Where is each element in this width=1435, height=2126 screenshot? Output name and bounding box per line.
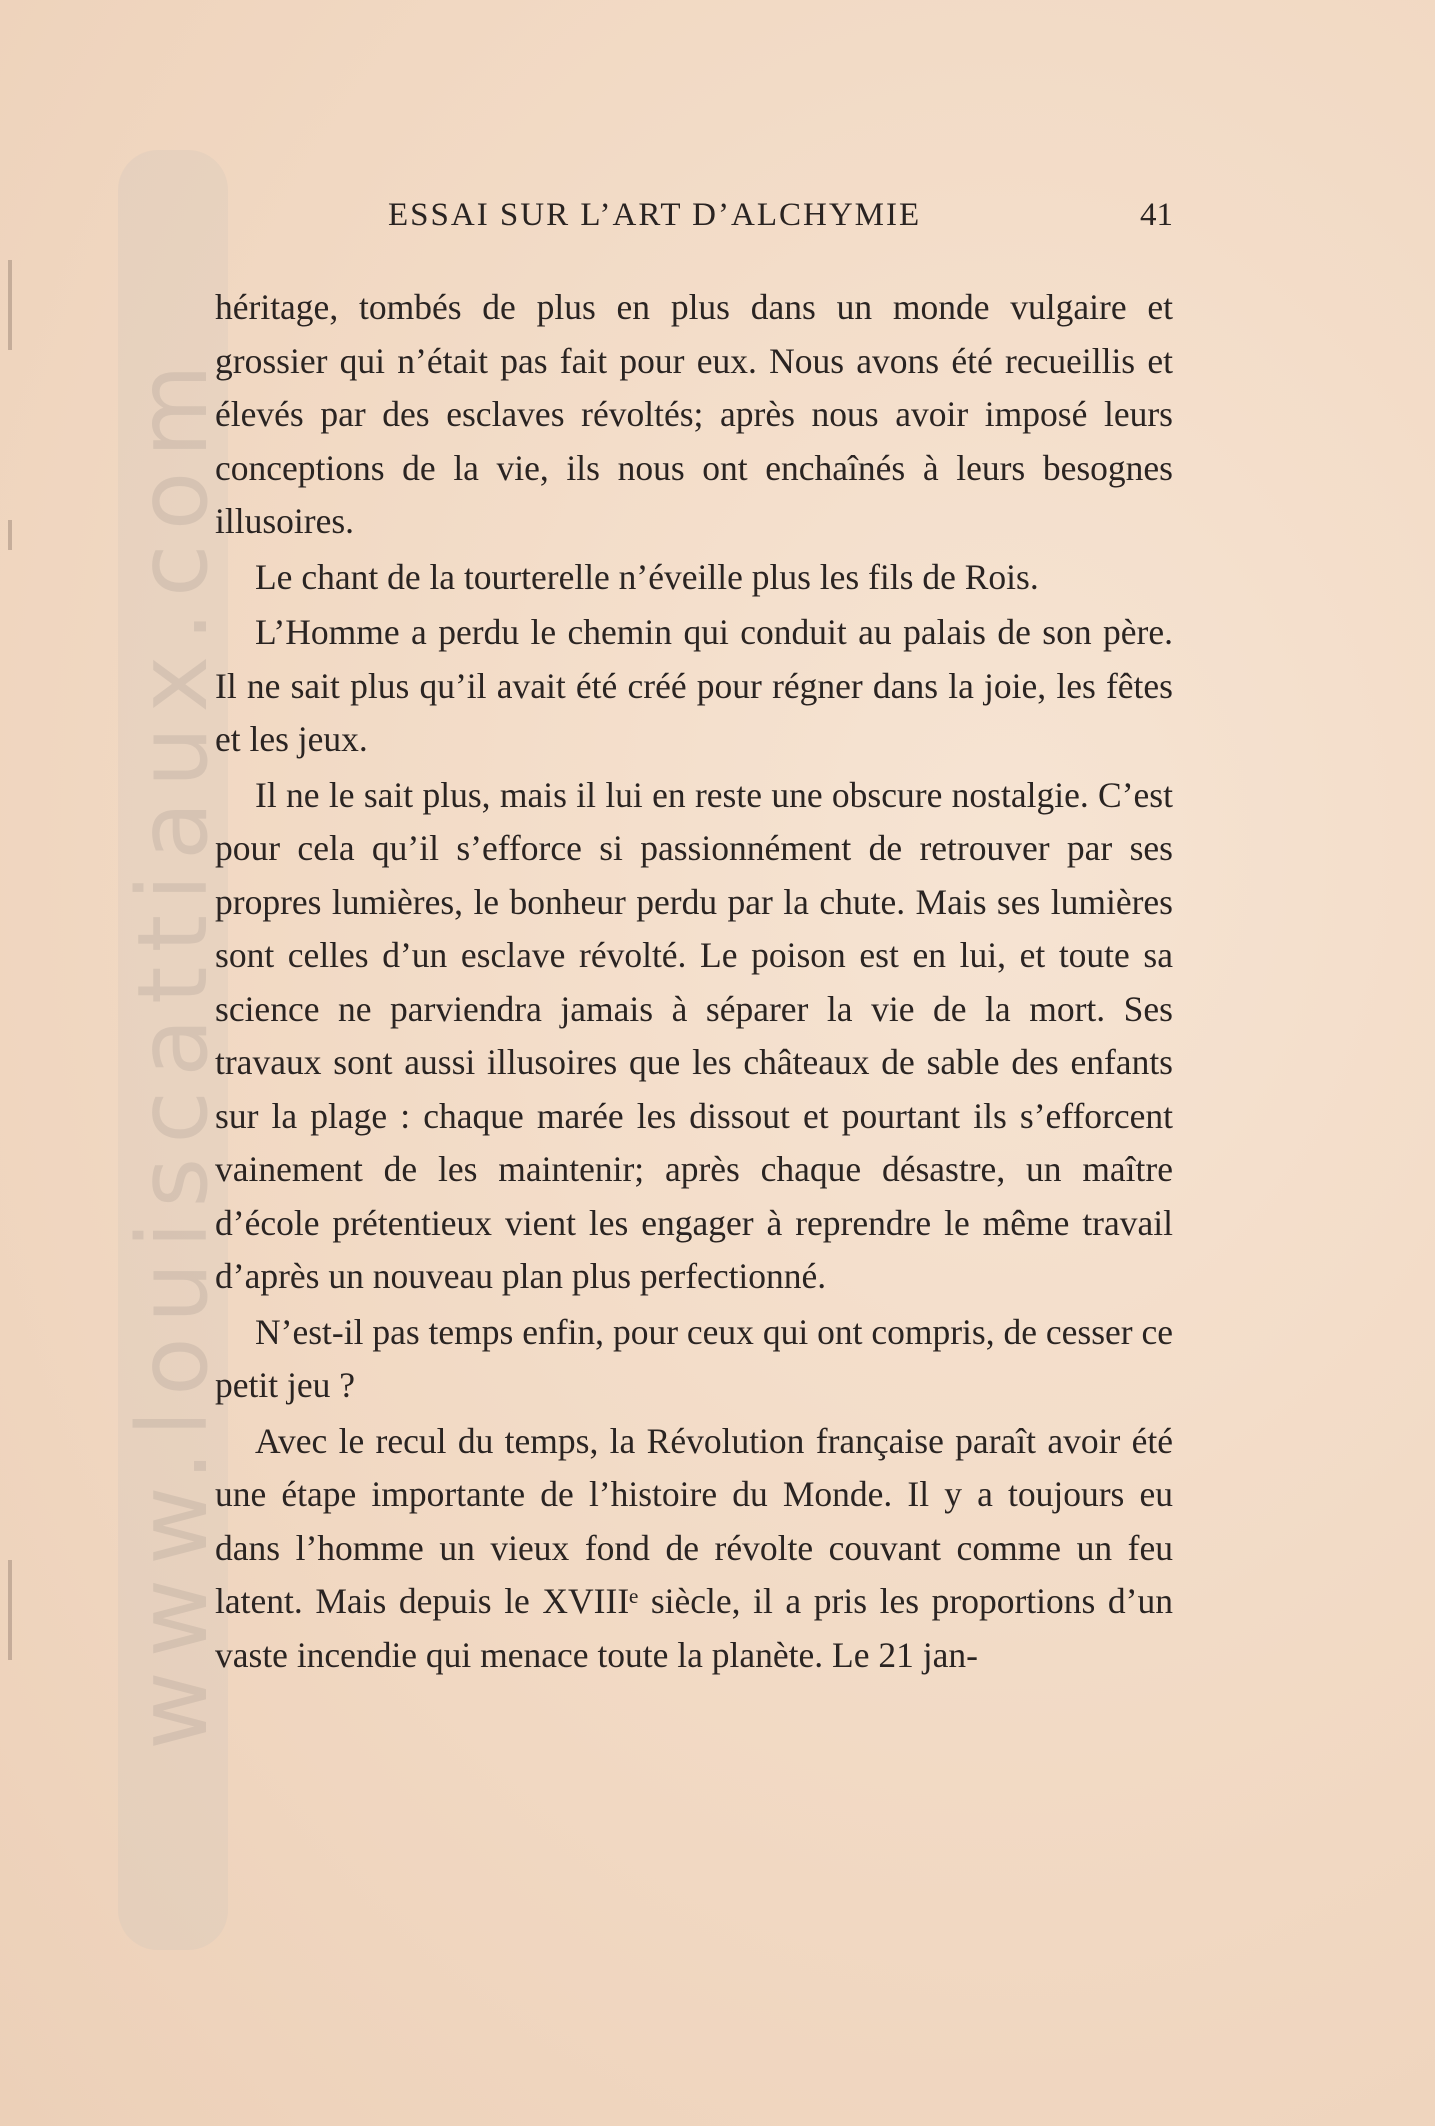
paragraph: N’est-il pas temps enfin, pour ceux qui ont compris, de cesser ce petit jeu ? (215, 1311, 1173, 1405)
paragraph: L’Homme a perdu le chemin qui conduit au palais de son père. Il ne sait plus qu’il avait été créé pour régner dans la joie, les fêtes et les jeux. (215, 612, 1173, 759)
watermark (118, 150, 228, 1950)
running-title: ESSAI SUR L’ART D’ALCHYMIE (388, 197, 922, 233)
binding-mark (8, 1560, 12, 1660)
watermark-text: www.louiscattiaux.com (117, 350, 229, 1750)
paragraph: héritage, tombés de plus en plus dans un monde vulgaire et grossier qui n’était pas fait pour eux. Nous avons été recueillis et élevés par des esclaves révoltés; après nous avoir imposé leurs conceptions de la vie, ils nous ont enchaînés à leurs besognes illusoires. (215, 287, 1173, 541)
binding-mark (8, 260, 12, 350)
paragraph: Il ne le sait plus, mais il lui en reste une obscure nostalgie. C’est pour cela qu’il s’efforce si passionnément de retrouver par ses propres lumières, le bonheur perdu par la chute. Mais ses lumières sont celles d’un esclave révolté. Le poison est en lui, et toute sa science ne parviendra jamais à séparer la vie de la mort. Ses travaux sont aussi illusoires que les châteaux de sable des enfants sur la plage : chaque marée les dissout et pourtant ils s’efforcent vainement de les maintenir; après chaque désastre, un maître d’école prétentieux vient les engager à reprendre le même travail d’après un nouveau plan plus perfectionné. (215, 774, 1173, 1296)
paragraph: Le chant de la tourterelle n’éveille plus les fils de Rois. (255, 556, 1039, 597)
page-number: 41 (1140, 197, 1173, 233)
page-header (388, 197, 1173, 241)
binding-mark (8, 520, 12, 550)
body-text (215, 281, 1173, 1684)
paragraph: Avec le recul du temps, la Révolution française paraît avoir été une étape importante de l’histoire du Monde. Il y a toujours eu dans l’homme un vieux fond de révolte couvant comme un feu latent. Mais depuis le XVIIIᵉ siècle, il a pris les proportions d’un vaste incendie qui menace toute la planète. Le 21 jan- (215, 1420, 1173, 1675)
